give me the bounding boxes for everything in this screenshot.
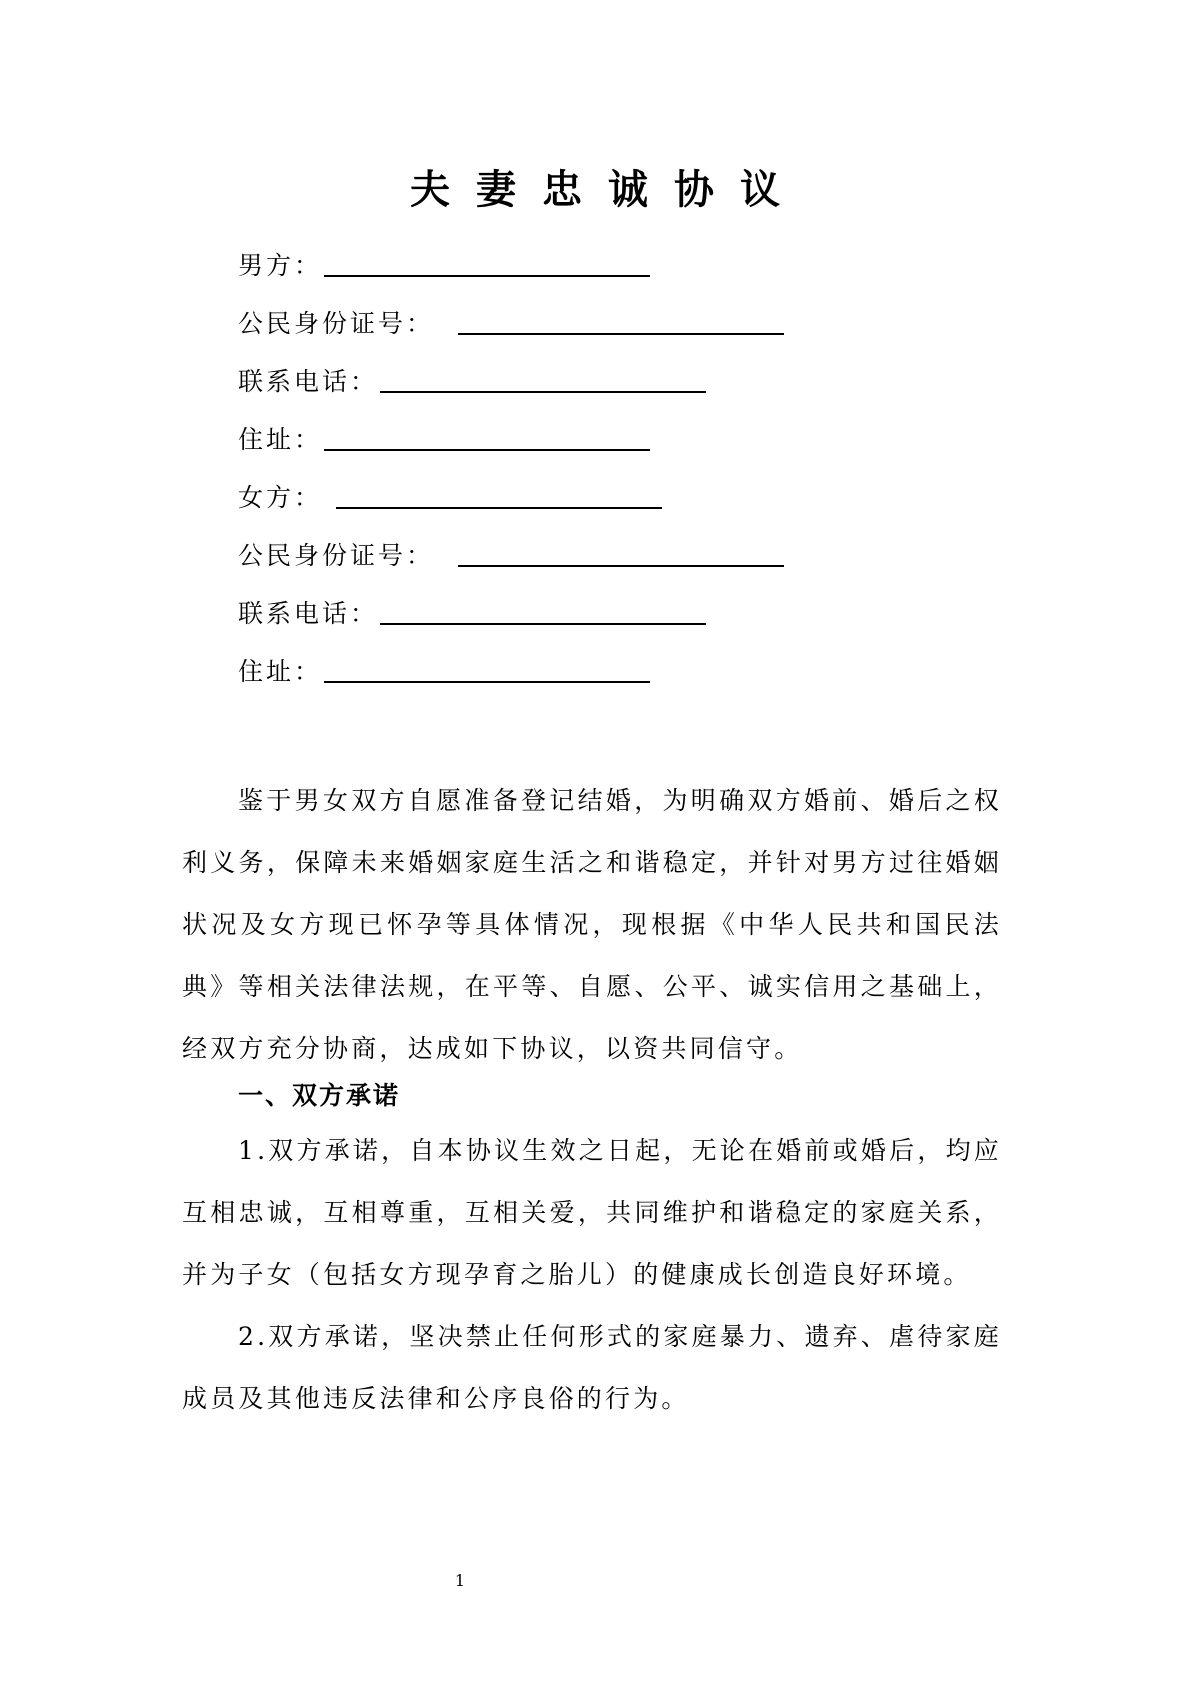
female-address-label: 住址： bbox=[238, 657, 323, 686]
male-id-label: 公民身份证号： bbox=[238, 309, 435, 338]
male-address-label: 住址： bbox=[238, 425, 323, 454]
female-phone-label: 联系电话： bbox=[238, 599, 379, 628]
male-address-field bbox=[238, 420, 650, 460]
male-phone-field bbox=[238, 362, 706, 402]
female-name-label: 女方： bbox=[238, 483, 323, 512]
male-id-field bbox=[238, 304, 784, 344]
preamble-paragraph: 鉴于男女双方自愿准备登记结婚，为明确双方婚前、婚后之权利义务，保障未来婚姻家庭生活之和谐稳定，并针对男方过往婚姻状况及女方现已怀孕等具体情况，现根据《中华人民共和国民法典》等相关法律法规，在平等、自愿、公平、诚实信用之基础上，经双方充分协商，达成如下协议，以资共同信守。 bbox=[182, 786, 1002, 1063]
page-number: 1 bbox=[454, 1571, 466, 1590]
female-address-blank[interactable] bbox=[324, 681, 650, 683]
clause-1: 1.双方承诺，自本协议生效之日起，无论在婚前或婚后，均应互相忠诚，互相尊重，互相关爱，共同维护和谐稳定的家庭关系，并为子女（包括女方现孕育之胎儿）的健康成长创造良好环境。 bbox=[182, 1136, 1002, 1289]
female-name-field bbox=[238, 478, 662, 518]
male-name-blank[interactable] bbox=[324, 275, 650, 277]
female-id-blank[interactable] bbox=[458, 565, 784, 567]
male-name-label: 男方： bbox=[238, 251, 323, 280]
male-phone-label: 联系电话： bbox=[238, 367, 379, 396]
female-id-label: 公民身份证号： bbox=[238, 541, 435, 570]
female-address-field bbox=[238, 652, 650, 692]
female-phone-field bbox=[238, 594, 706, 634]
female-id-field bbox=[238, 536, 784, 576]
section-heading: 一、双方承诺 bbox=[238, 1081, 401, 1110]
male-address-blank[interactable] bbox=[324, 449, 650, 451]
female-phone-blank[interactable] bbox=[380, 623, 706, 625]
male-id-blank[interactable] bbox=[458, 333, 784, 335]
female-name-blank[interactable] bbox=[336, 507, 662, 509]
clause-2: 2.双方承诺，坚决禁止任何形式的家庭暴力、遗弃、虐待家庭成员及其他违反法律和公序良俗的行为。 bbox=[182, 1322, 1002, 1413]
male-phone-blank[interactable] bbox=[380, 391, 706, 393]
document-title: 夫妻忠诚协议 bbox=[410, 166, 806, 213]
male-name-field bbox=[238, 246, 650, 286]
